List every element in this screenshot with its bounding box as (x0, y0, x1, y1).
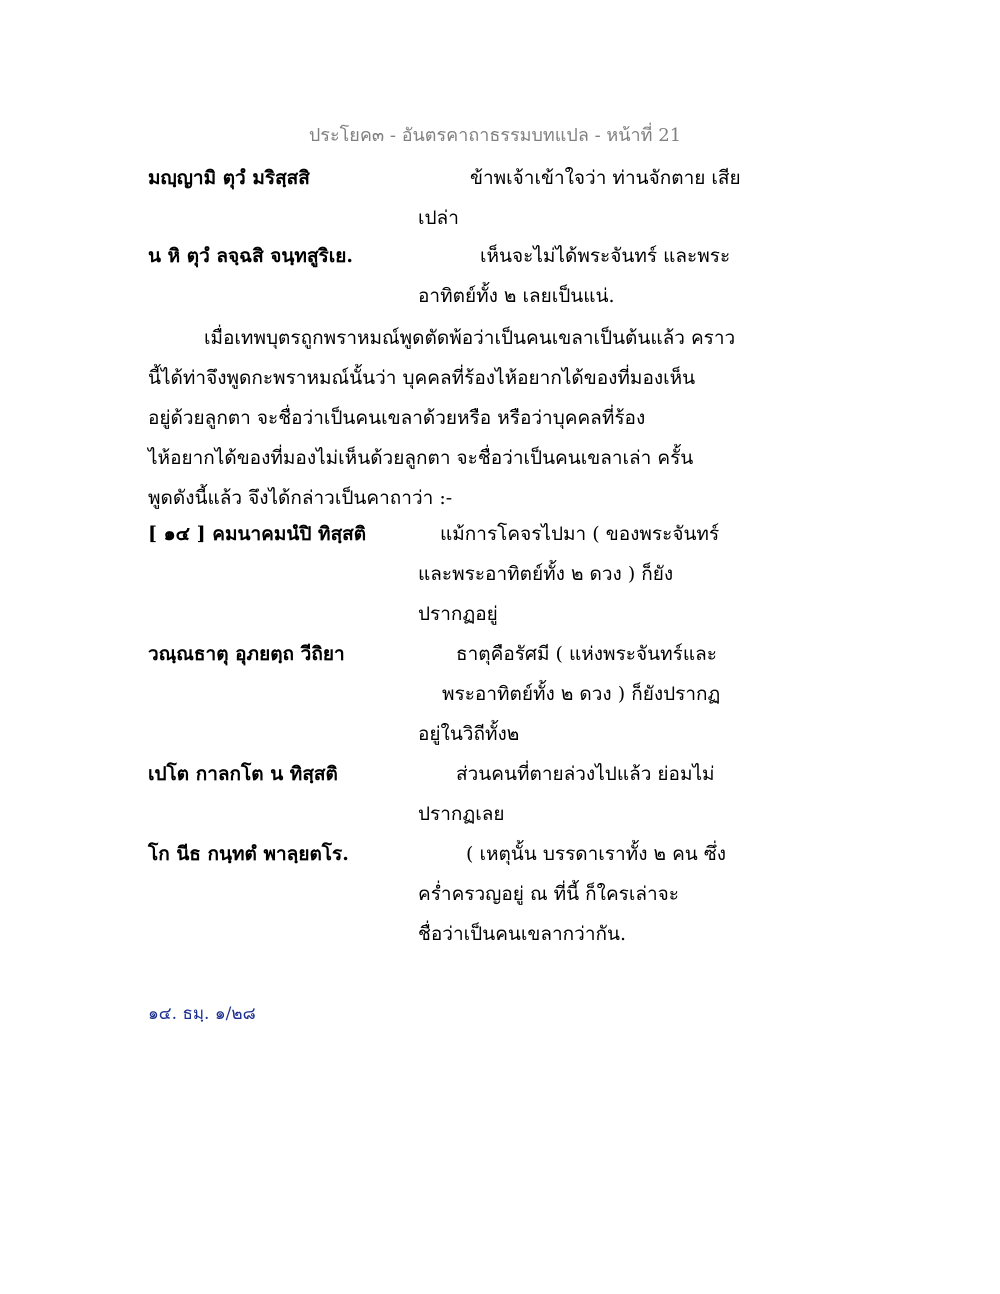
pali-verse: วณฺณธาตุ อุภยตฺถ วีถิยา (148, 643, 345, 665)
prose-line: เมื่อเทพบุตรถูกพราหมณ์พูดตัดพ้อว่าเป็นคนเขลาเป็นต้นแล้ว คราว (204, 327, 736, 349)
verse-translation (418, 514, 748, 634)
translation-line: เปล่า (418, 207, 459, 229)
pali-verse: โก นีธ กนฺทตํ พาลฺยตโร. (148, 843, 349, 865)
prose-paragraph (148, 318, 748, 518)
translation-line: อยู่ในวิถีทั้ง๒ (418, 723, 520, 745)
translation-line: ส่วนคนที่ตายล่วงไปแล้ว ย่อมไม่ (456, 763, 715, 785)
verse-translation (418, 834, 748, 954)
pali-verse: น หิ ตุวํ ลจฺฉสิ จนฺทสูริเย. (148, 245, 353, 267)
translation-line: แม้การโคจรไปมา ( ของพระจันทร์ (440, 523, 720, 545)
prose-line: อยู่ด้วยลูกตา จะชื่อว่าเป็นคนเขลาด้วยหรือ หรือว่าบุคคลที่ร้อง (148, 407, 646, 429)
translation-line: ข้าพเจ้าเข้าใจว่า ท่านจักตาย เสีย (470, 167, 741, 189)
translation-line: เห็นจะไม่ได้พระจันทร์ และพระ (480, 245, 731, 267)
translation-line: ปรากฏอยู่ (418, 603, 498, 625)
translation-line: อาทิตย์ทั้ง ๒ เลยเป็นแน่. (418, 285, 615, 307)
translation-line: และพระอาทิตย์ทั้ง ๒ ดวง ) ก็ยัง (418, 563, 674, 585)
prose-line: พูดดังนี้แล้ว จึงได้กล่าวเป็นคาถาว่า :- (148, 487, 453, 509)
verse-translation (418, 236, 748, 316)
translation-line: คร่ำครวญอยู่ ณ ที่นี้ ก็ใครเล่าจะ (418, 883, 679, 905)
pali-verse: มญฺญามิ ตุวํ มริสฺสสิ (148, 167, 310, 189)
translation-line: ปรากฏเลย (418, 803, 505, 825)
verse-translation (418, 634, 748, 754)
translation-line: ธาตุคือรัศมี ( แห่งพระจันทร์และ (456, 643, 717, 665)
pali-verse: [ ๑๔ ] คมนาคมนํปิ ทิสฺสติ (148, 523, 367, 545)
translation-line: ชื่อว่าเป็นคนเขลากว่ากัน. (418, 923, 627, 945)
page-header: ประโยค๓ - อันตรคาถาธรรมบทแปล - หน้าที่ 21 (308, 125, 682, 146)
verse-translation (418, 158, 748, 238)
verse-translation (418, 754, 748, 834)
footnote-reference: ๑๔. ธมฺ. ๑/๒๘ (148, 1004, 256, 1024)
translation-line: ( เหตุนั้น บรรดาเราทั้ง ๒ คน ซึ่ง (466, 843, 726, 865)
pali-verse: เปโต กาลกโต น ทิสฺสติ (148, 763, 338, 785)
translation-line: พระอาทิตย์ทั้ง ๒ ดวง ) ก็ยังปรากฏ (442, 683, 721, 705)
prose-line: นี้ได้ท่าจึงพูดกะพราหมณ์นั้นว่า บุคคลที่ร้องไห้อยากได้ของที่มองเห็น (148, 367, 696, 389)
prose-line: ไห้อยากได้ของที่มองไม่เห็นด้วยลูกตา จะชื่อว่าเป็นคนเขลาเล่า ครั้น (148, 447, 694, 469)
